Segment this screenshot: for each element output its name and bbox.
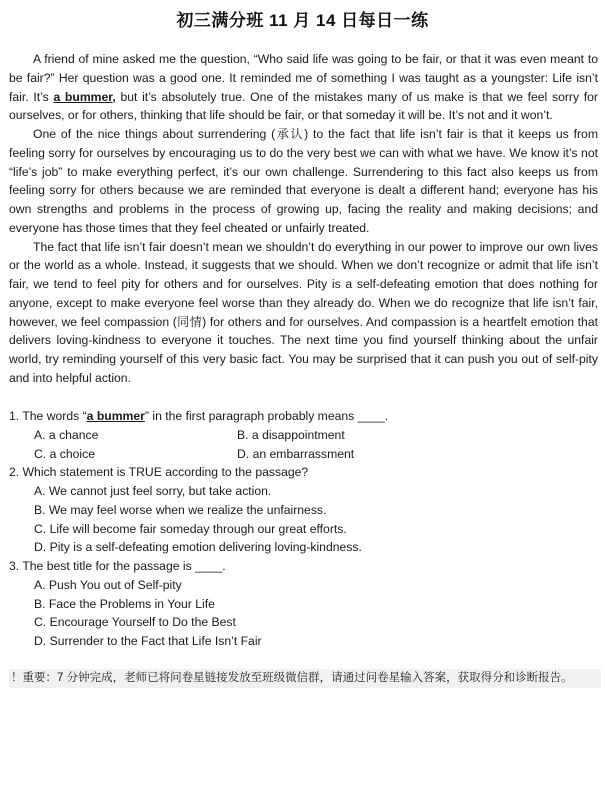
underlined-phrase: a bummer, — [53, 89, 116, 104]
option-d: D. Surrender to the Fact that Life Isn’t Fair — [34, 634, 262, 648]
option-a: A. Push You out of Self-pity — [34, 577, 182, 592]
question-stem: 3. The best title for the passage is ____. — [9, 559, 226, 573]
passage-paragraph-1: A friend of mine asked me the question, “Who said life was going to be fair, or that it was even meant to be fair?” Her question was a good one. It reminded me of something I was taught as a youngster: Life isn’t fair. It’s a bummer, but it’s absolutely true. One of the mistakes many of us make is that we feel sorry for ourselves, or for others, thinking that life should be fair, or that someday it will be. It’s not and it won’t. — [9, 52, 598, 123]
option-b: B. a disappointment — [237, 427, 345, 442]
underlined-phrase: a bummer — [86, 409, 145, 423]
question-1 — [9, 407, 598, 463]
question-stem: 2. Which statement is TRUE according to the passage? — [9, 465, 309, 480]
question-2 — [9, 463, 598, 557]
page-title: 初三满分班 11 月 14 日每日一练 — [176, 11, 429, 30]
passage-paragraph-2: One of the nice things about surrendering (承认) to the fact that life isn’t fair is that it keeps us from feeling sorry for ourselves by encouraging us to do the very best we can with what we have. We know it’s not “life’s job” to make everything perfect, it’s our own challenge. Surrendering to this fact also keeps us from feeling sorry for others because we are reminded that everyone is dealt a different hand; everyone has his own strengths and problems in the process of growing up, facing the reality and making decisions; and everyone has those times that they feel cheated or unfairly treated. — [9, 127, 598, 235]
option-c: C. Encourage Yourself to Do the Best — [34, 615, 236, 630]
option-a: A. a chance — [34, 427, 99, 442]
option-b: B. We may feel worse when we realize the unfairness. — [34, 502, 327, 517]
passage-paragraph-3: The fact that life isn’t fair doesn’t mean we shouldn’t do everything in our power to improve our own lives or the world as a whole. Instead, it suggests that we should. When we don’t recognize or admit that life isn’t fair, we tend to feel pity for others and for ourselves. Pity is a self-defeating emotion that does nothing for anyone, except to make everyone feel worse than they already do. When we do recognize that life isn’t fair, however, we feel compassion (同情) for others and for ourselves. And compassion is a heartfelt emotion that delivers loving-kindness to everyone it touches. The next time you find yourself thinking about the unfair world, try reminding yourself of this very basic fact. You may be surprised that it can push you out of self-pity and into helpful action. — [9, 239, 598, 385]
option-c: C. a choice — [34, 446, 95, 461]
important-notice: ！重要：7 分钟完成，老师已将问卷星链接发放至班级微信群，请通过问卷星输入答案，获取得分和诊断报告。 — [9, 669, 601, 688]
question-stem: 1. The words “a bummer” in the first paragraph probably means ____. — [9, 409, 389, 423]
option-list — [9, 426, 598, 464]
option-d: D. an embarrassment — [237, 446, 355, 461]
question-3 — [9, 557, 598, 651]
option-b: B. Face the Problems in Your Life — [34, 596, 215, 611]
question-list — [9, 407, 598, 651]
reading-passage — [9, 50, 598, 388]
option-c: C. Life will become fair someday through our great efforts. — [34, 521, 347, 536]
option-a: A. We cannot just feel sorry, but take action. — [34, 484, 272, 498]
option-list — [9, 576, 598, 651]
option-d: D. Pity is a self-defeating emotion delivering loving-kindness. — [34, 540, 362, 555]
option-list — [9, 482, 598, 557]
